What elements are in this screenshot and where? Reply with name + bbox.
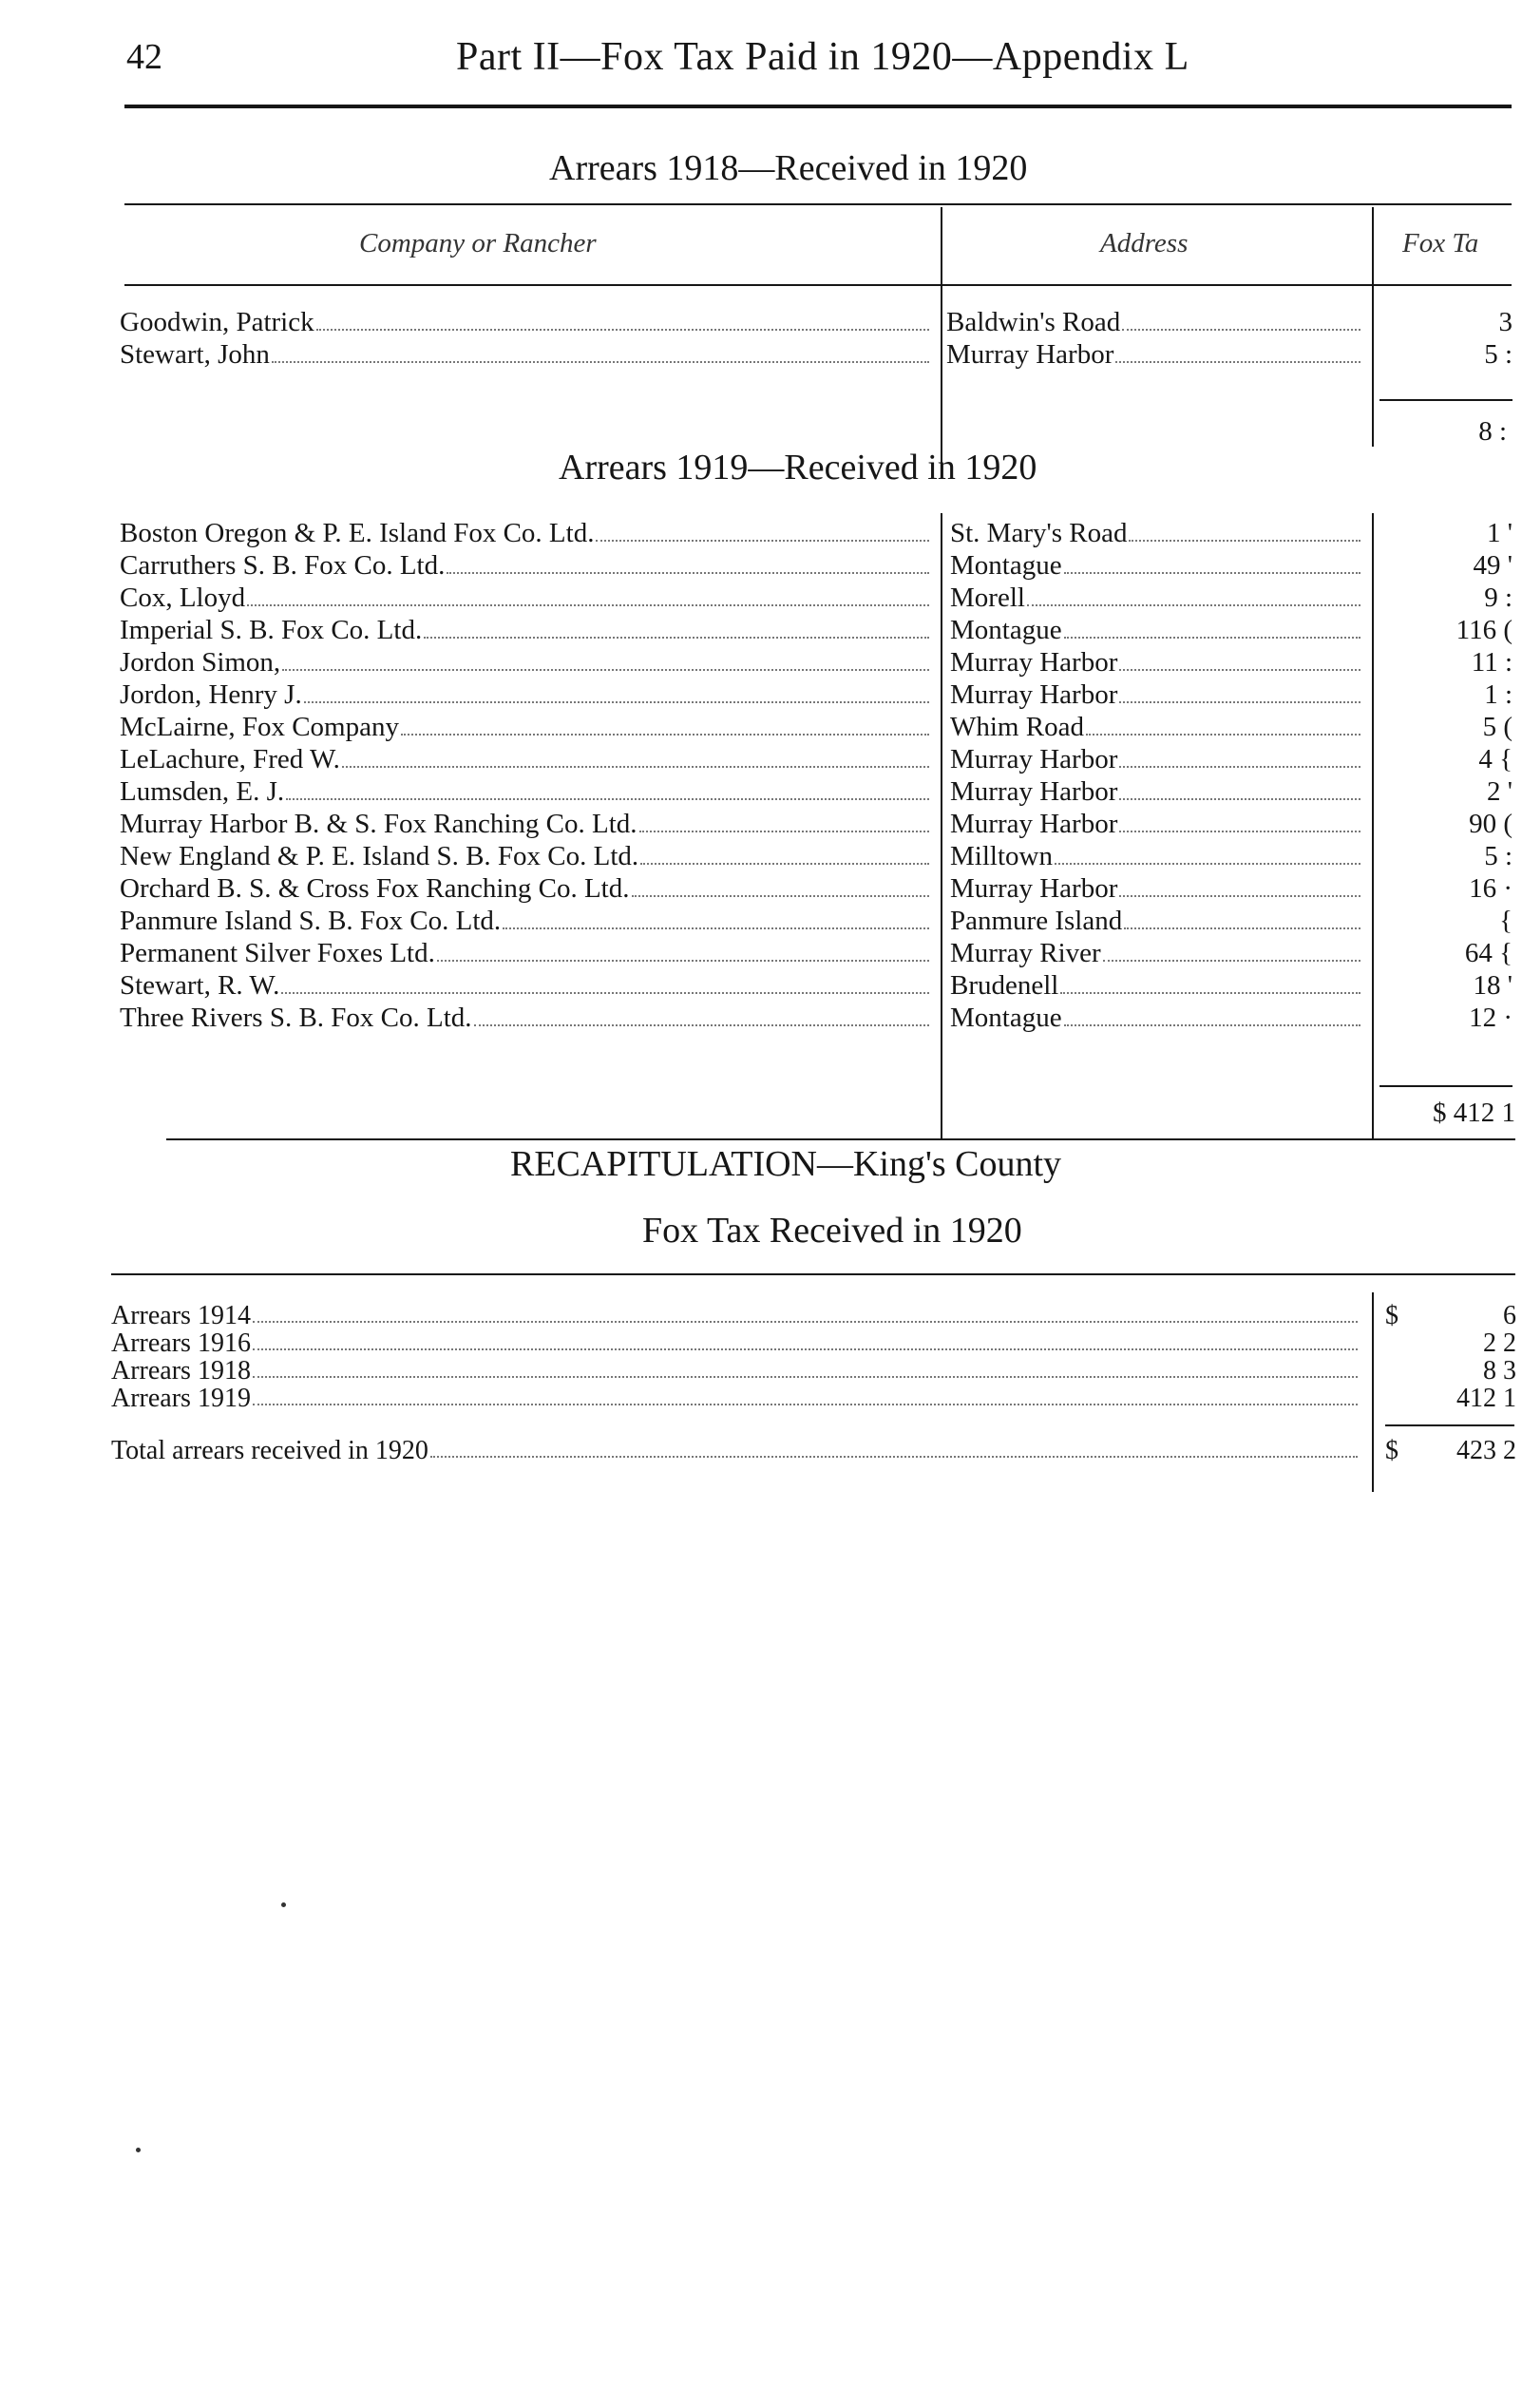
address [950, 711, 1366, 743]
recap-subtitle: Fox Tax Received in 1920 [642, 1211, 1022, 1251]
leader-dots [247, 582, 929, 606]
address-text: St. Mary's Road [950, 518, 1128, 548]
leader-dots [1103, 937, 1360, 962]
leader-dots [281, 969, 929, 994]
leader-dots [253, 1357, 1358, 1378]
dollar-sign: $ [1385, 1436, 1398, 1465]
address [950, 969, 1366, 1002]
leader-dots [447, 549, 929, 574]
leader-dots [632, 872, 930, 897]
leader-dots [316, 306, 929, 331]
recap-label-text: Total arrears received in 1920 [111, 1437, 428, 1465]
company-name [120, 517, 935, 549]
recap-label [111, 1329, 1363, 1358]
recap-amount: 412 1 [1456, 1384, 1516, 1413]
table-row [0, 969, 1522, 1002]
company-name [120, 1002, 935, 1034]
fox-tax-amount: 18 ' [1473, 970, 1512, 1001]
leader-dots [1055, 840, 1360, 865]
leader-dots [1064, 549, 1360, 574]
address [950, 840, 1366, 872]
fox-tax-amount: 1 : [1484, 679, 1512, 710]
table-row [0, 678, 1522, 711]
recap-row [0, 1329, 1522, 1358]
address [946, 306, 1366, 338]
address [950, 614, 1366, 646]
address [950, 775, 1366, 808]
leader-dots [286, 775, 929, 800]
company-name-text: Jordon, Henry J. [120, 679, 302, 710]
leader-dots [437, 937, 929, 962]
fox-tax-amount: 49 ' [1473, 550, 1512, 581]
company-name [120, 872, 935, 905]
recap-label [111, 1385, 1363, 1413]
address-text: Morell [950, 583, 1025, 613]
fox-tax-amount: 64 { [1464, 938, 1512, 968]
leader-dots [253, 1329, 1358, 1350]
recap-row [0, 1385, 1522, 1413]
address [950, 678, 1366, 711]
leader-dots [1129, 517, 1360, 542]
company-name-text: Imperial S. B. Fox Co. Ltd. [120, 615, 423, 645]
recap-label-text: Arrears 1918 [111, 1357, 251, 1386]
address-text: Montague [950, 550, 1062, 581]
recap-label-text: Arrears 1916 [111, 1329, 251, 1358]
company-name [120, 937, 935, 969]
address [950, 872, 1366, 905]
address [950, 808, 1366, 840]
company-name-text: Carruthers S. B. Fox Co. Ltd. [120, 550, 446, 581]
header-rule [124, 105, 1512, 108]
leader-dots [304, 678, 929, 703]
leader-dots [253, 1302, 1358, 1323]
fox-tax-amount: 4 { [1478, 744, 1512, 774]
table-row [0, 338, 1522, 371]
leader-dots [282, 646, 929, 671]
leader-dots [272, 338, 929, 363]
table-row [0, 808, 1522, 840]
address-text: Panmure Island [950, 906, 1123, 936]
column-header-rule [124, 284, 1512, 286]
fox-tax-amount: 9 : [1484, 583, 1512, 613]
company-name [120, 969, 935, 1002]
company-name [120, 711, 935, 743]
leader-dots [1119, 678, 1360, 703]
company-name [120, 775, 935, 808]
company-name-text: Murray Harbor B. & S. Fox Ranching Co. Ltd. [120, 809, 637, 839]
table-row [0, 517, 1522, 549]
company-name-text: LeLachure, Fred W. [120, 744, 340, 774]
leader-dots [1115, 338, 1360, 363]
section-end-rule [166, 1138, 1515, 1140]
company-name [120, 646, 935, 678]
leader-dots [474, 1002, 929, 1026]
fox-tax-amount: 90 ( [1469, 809, 1512, 839]
recap-label-text: Arrears 1919 [111, 1385, 251, 1413]
leader-dots [1119, 743, 1360, 768]
address [946, 338, 1366, 371]
company-name [120, 549, 935, 582]
fox-tax-amount: 16 · [1469, 873, 1512, 904]
section-1918-total: 8 : [1478, 416, 1507, 447]
leader-dots [1064, 1002, 1360, 1026]
section-1919-total-rule [1379, 1085, 1512, 1087]
address-text: Baldwin's Road [946, 307, 1121, 337]
table-row [0, 306, 1522, 338]
address-text: Murray Harbor [950, 679, 1118, 710]
table-row [0, 582, 1522, 614]
address-text: Murray Harbor [950, 809, 1118, 839]
table-row [0, 1002, 1522, 1034]
recap-row [0, 1437, 1522, 1465]
leader-dots [1086, 711, 1360, 736]
fox-tax-amount: 12 · [1469, 1003, 1512, 1033]
address [950, 517, 1366, 549]
fox-tax-amount: 116 ( [1455, 615, 1512, 645]
leader-dots [503, 905, 929, 929]
company-name-text: New England & P. E. Island S. B. Fox Co. Ltd. [120, 841, 639, 871]
fox-tax-amount: 5 : [1484, 339, 1512, 370]
recap-title: RECAPITULATION—King's County [510, 1144, 1062, 1184]
company-name-text: McLairne, Fox Company [120, 712, 399, 742]
company-name-text: Goodwin, Patrick [120, 307, 314, 337]
address-text: Montague [950, 615, 1062, 645]
leader-dots [1027, 582, 1360, 606]
address [950, 549, 1366, 582]
fox-tax-amount: 3 [1498, 307, 1512, 337]
table-row [0, 614, 1522, 646]
leader-dots [1064, 614, 1360, 639]
company-name-text: Panmure Island S. B. Fox Co. Ltd. [120, 906, 502, 936]
recap-row [0, 1302, 1522, 1330]
leader-dots [424, 614, 929, 639]
company-name [120, 840, 935, 872]
company-name-text: Stewart, John [120, 339, 270, 370]
table-row [0, 549, 1522, 582]
company-name-text: Jordon Simon, [120, 647, 281, 678]
recap-amount: 423 2 [1456, 1436, 1516, 1465]
column-header-fox-tax: Fox Ta [1402, 228, 1479, 258]
table-top-rule [124, 203, 1512, 205]
recap-label [111, 1357, 1363, 1386]
address [950, 646, 1366, 678]
address [950, 743, 1366, 775]
scan-speck [136, 2148, 141, 2152]
company-name [120, 905, 935, 937]
recap-label [111, 1302, 1363, 1330]
recap-subtotal-rule [1385, 1424, 1514, 1426]
dollar-sign: $ [1385, 1301, 1398, 1330]
company-name-text: Orchard B. S. & Cross Fox Ranching Co. Ltd. [120, 873, 630, 904]
company-name [120, 743, 935, 775]
fox-tax-amount: 2 ' [1487, 776, 1512, 807]
column-header-address: Address [1100, 228, 1189, 258]
table-row [0, 937, 1522, 969]
address-text: Murray Harbor [950, 647, 1118, 678]
table-row [0, 775, 1522, 808]
company-name [120, 306, 935, 338]
address [950, 582, 1366, 614]
address-text: Murray Harbor [950, 776, 1118, 807]
recap-amount: 6 [1503, 1301, 1516, 1330]
leader-dots [1060, 969, 1360, 994]
recap-top-rule [111, 1273, 1515, 1275]
company-name-text: Stewart, R. W. [120, 970, 280, 1001]
leader-dots [596, 517, 929, 542]
table-row [0, 840, 1522, 872]
column-header-company: Company or Rancher [359, 228, 597, 258]
company-name-text: Three Rivers S. B. Fox Co. Ltd. [120, 1003, 472, 1033]
recap-amount: 8 3 [1483, 1356, 1516, 1386]
table-row [0, 872, 1522, 905]
recap-row [0, 1357, 1522, 1386]
recap-label [111, 1437, 1363, 1465]
section-1919-total: $ 412 1 [1433, 1098, 1515, 1128]
leader-dots [640, 840, 929, 865]
section-1918-title: Arrears 1918—Received in 1920 [549, 148, 1028, 188]
leader-dots [1122, 306, 1360, 331]
leader-dots [1119, 646, 1360, 671]
address-text: Milltown [950, 841, 1053, 871]
table-row [0, 646, 1522, 678]
company-name-text: Cox, Lloyd [120, 583, 246, 613]
company-name-text: Boston Oregon & P. E. Island Fox Co. Ltd. [120, 518, 595, 548]
recap-label-text: Arrears 1914 [111, 1302, 251, 1330]
section-1919-title: Arrears 1919—Received in 1920 [559, 448, 1037, 487]
address-text: Murray Harbor [946, 339, 1114, 370]
leader-dots [1119, 808, 1360, 832]
address-text: Murray Harbor [950, 873, 1118, 904]
address [950, 905, 1366, 937]
company-name-text: Permanent Silver Foxes Ltd. [120, 938, 435, 968]
address-text: Whim Road [950, 712, 1084, 742]
fox-tax-amount: { [1499, 906, 1512, 936]
table-row [0, 905, 1522, 937]
company-name-text: Lumsden, E. J. [120, 776, 285, 807]
table-row [0, 743, 1522, 775]
leader-dots [342, 743, 929, 768]
leader-dots [1119, 872, 1360, 897]
address [950, 1002, 1366, 1034]
leader-dots [1119, 775, 1360, 800]
company-name [120, 582, 935, 614]
company-name [120, 678, 935, 711]
address-text: Murray Harbor [950, 744, 1118, 774]
address-text: Murray River [950, 938, 1101, 968]
address [950, 937, 1366, 969]
leader-dots [1124, 905, 1360, 929]
fox-tax-amount: 5 : [1484, 841, 1512, 871]
company-name [120, 808, 935, 840]
scan-speck [281, 1902, 286, 1907]
recap-amount: 2 2 [1483, 1328, 1516, 1358]
address-text: Brudenell [950, 970, 1059, 1001]
fox-tax-amount: 1 ' [1487, 518, 1512, 548]
section-1918-subtotal-rule [1379, 399, 1512, 401]
leader-dots [639, 808, 929, 832]
address-text: Montague [950, 1003, 1062, 1033]
fox-tax-amount: 5 ( [1482, 712, 1512, 742]
company-name [120, 614, 935, 646]
leader-dots [253, 1385, 1358, 1405]
page-title: Part II—Fox Tax Paid in 1920—Appendix L [456, 35, 1189, 79]
leader-dots [430, 1437, 1358, 1458]
leader-dots [401, 711, 929, 736]
table-row [0, 711, 1522, 743]
company-name [120, 338, 935, 371]
fox-tax-amount: 11 : [1471, 647, 1512, 678]
page-number: 42 [126, 37, 162, 77]
